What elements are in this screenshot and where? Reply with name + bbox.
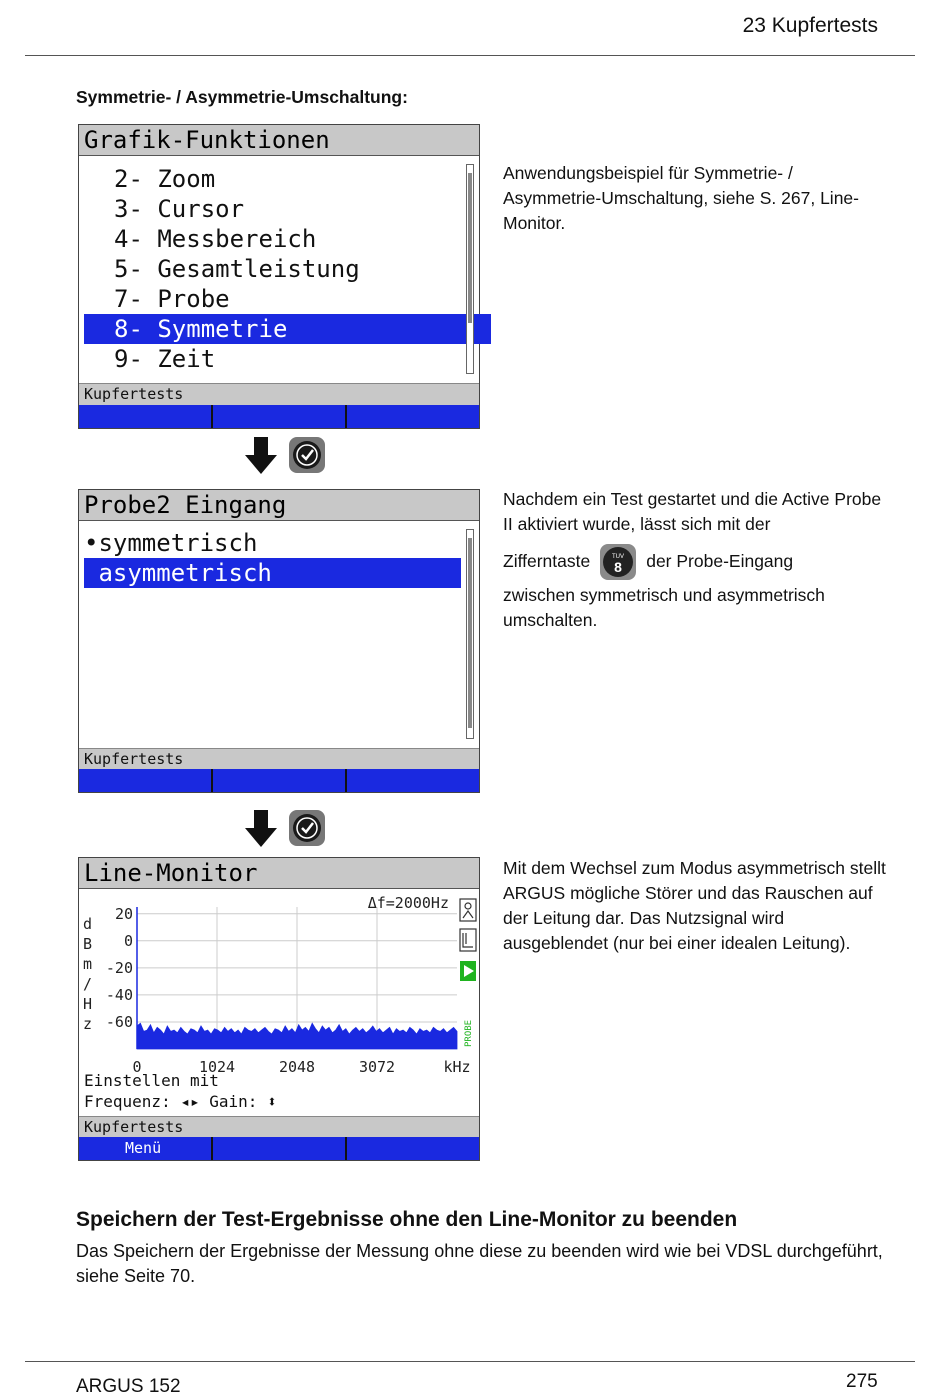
status-bar: Kupfertests	[79, 383, 479, 405]
status-bar: Kupfertests	[79, 1116, 479, 1138]
x-tick-label: 1024	[198, 1058, 236, 1076]
softkey-2[interactable]	[213, 1137, 347, 1160]
chart-grid	[137, 907, 457, 1049]
paragraph-example	[503, 161, 888, 236]
footer-page-number: 275	[846, 1371, 878, 1392]
probe-label: PROBE	[464, 1019, 474, 1047]
softkey-3[interactable]	[347, 769, 479, 792]
gain-arrows-icon: ⬍	[267, 1092, 277, 1111]
device-screen-line-monitor	[78, 857, 480, 1161]
screen-title: Probe2 Eingang	[79, 490, 479, 521]
delta-f-label: Δf=2000Hz	[367, 894, 449, 912]
body-heading: Speichern der Test-Ergebnisse ohne den Line-Monitor zu beenden	[76, 1208, 738, 1231]
device-screen-probe-input	[78, 489, 480, 793]
instruction-frequency-label: Frequenz:	[84, 1092, 171, 1111]
paragraph-line-monitor-text: Mit dem Wechsel zum Modus asymmetrisch stellt ARGUS mögliche Störer und das Rauschen auf der Leitung dar. Das Nutzsignal wird ausgeblendet (nur bei einer idealen Leitung).	[503, 858, 886, 953]
header-divider	[25, 55, 915, 56]
scrollbar[interactable]	[466, 529, 474, 739]
keypad-8-icon	[600, 544, 636, 580]
body-text: Das Speichern der Ergebnisse der Messung ohne diese zu beenden wird wie bei VDSL durchgeführt, siehe Seite 70.	[76, 1241, 883, 1286]
menu-item[interactable]: 5- Gesamtleistung	[114, 255, 360, 283]
softkey-bar	[79, 769, 479, 792]
paragraph-line-monitor	[503, 856, 888, 956]
y-tick-label: -40	[105, 985, 133, 1004]
softkey-1[interactable]	[79, 769, 213, 792]
x-tick-label: 0	[132, 1058, 142, 1076]
probe-icon	[460, 1017, 476, 1049]
instruction-line2	[84, 1092, 277, 1112]
device-screen-graphic-functions	[78, 124, 480, 429]
play-icon[interactable]	[460, 961, 476, 981]
arrow-down-icon	[245, 810, 277, 848]
menu-item[interactable]: 9- Zeit	[114, 345, 216, 373]
x-tick-label: 3072	[358, 1058, 396, 1076]
y-tick-label: -60	[105, 1012, 133, 1031]
paragraph-probe-line2	[503, 543, 888, 580]
footer-divider	[25, 1361, 915, 1362]
menu-item[interactable]: 7- Probe	[114, 285, 230, 313]
frequency-arrows-icon: ◂▸	[180, 1092, 200, 1111]
header-title: 23 Kupfertests	[742, 14, 878, 37]
screen-title: Line-Monitor	[79, 858, 479, 889]
y-tick-label: 20	[114, 904, 133, 923]
check-icon	[288, 809, 326, 847]
instruction-line1: Einstellen mit	[84, 1071, 219, 1090]
keypad-8-label-main: 8	[614, 559, 623, 576]
softkey-2[interactable]	[213, 769, 347, 792]
paragraph-example-text: Anwendungsbeispiel für Symmetrie- / Asymmetrie-Umschaltung, siehe S. 267, Line-Monitor.	[503, 163, 859, 233]
paragraph-probe-before-key: Zifferntaste	[503, 551, 591, 571]
scrollbar[interactable]	[466, 164, 474, 374]
check-icon	[288, 436, 326, 474]
y-tick-label: -20	[105, 958, 133, 977]
menu-item[interactable]: 3- Cursor	[114, 195, 245, 223]
paragraph-probe	[503, 487, 888, 633]
softkey-2[interactable]	[213, 405, 347, 428]
softkey-bar	[79, 1137, 479, 1160]
y-axis-label-letter: H	[83, 995, 93, 1013]
arrow-down-icon	[245, 437, 277, 475]
softkey-bar	[79, 405, 479, 428]
softkey-3[interactable]	[347, 1137, 479, 1160]
instruction-gain-label: Gain:	[209, 1092, 258, 1111]
x-axis-label: kHz	[443, 1058, 471, 1076]
y-axis-label	[83, 915, 92, 1033]
y-axis-label-letter: d	[83, 915, 93, 933]
keypad-8-label-top: TUV	[612, 554, 625, 561]
menu-item[interactable]: 2- Zoom	[114, 165, 216, 193]
chart-ticks	[106, 905, 471, 1076]
menu-item[interactable]: 4- Messbereich	[114, 225, 317, 253]
y-axis-label-letter: m	[83, 955, 93, 973]
menu-item[interactable]: asymmetrisch	[84, 558, 461, 588]
menu-item[interactable]: 8- Symmetrie	[84, 314, 491, 344]
y-axis-label-letter: B	[83, 935, 93, 953]
x-tick-label: 2048	[278, 1058, 316, 1076]
y-tick-label: 0	[123, 931, 133, 950]
softkey-menu[interactable]: Menü	[79, 1137, 213, 1160]
y-axis-label-letter: z	[83, 1015, 93, 1033]
footer-product: ARGUS 152	[76, 1376, 181, 1397]
status-bar: Kupfertests	[79, 748, 479, 770]
y-axis-label-letter: /	[83, 975, 93, 993]
picture-icon[interactable]	[460, 899, 476, 921]
bookmark-icon[interactable]	[460, 929, 476, 951]
menu-item[interactable]: •symmetrisch	[84, 529, 258, 557]
paragraph-probe-line3: zwischen symmetrisch und asymmetrisch umschalten.	[503, 585, 825, 631]
softkey-1[interactable]	[79, 405, 213, 428]
scrollbar-thumb[interactable]	[468, 173, 472, 323]
paragraph-probe-after-key: der Probe-Eingang	[646, 551, 794, 571]
scrollbar-thumb[interactable]	[468, 538, 472, 728]
paragraph-probe-line1: Nachdem ein Test gestartet und die Active Probe II aktiviert wurde, lässt sich mit der	[503, 489, 882, 534]
screen-title: Grafik-Funktionen	[79, 125, 479, 156]
softkey-3[interactable]	[347, 405, 479, 428]
line-monitor-chart	[79, 889, 479, 1077]
section-heading: Symmetrie- / Asymmetrie-Umschaltung:	[76, 87, 408, 107]
